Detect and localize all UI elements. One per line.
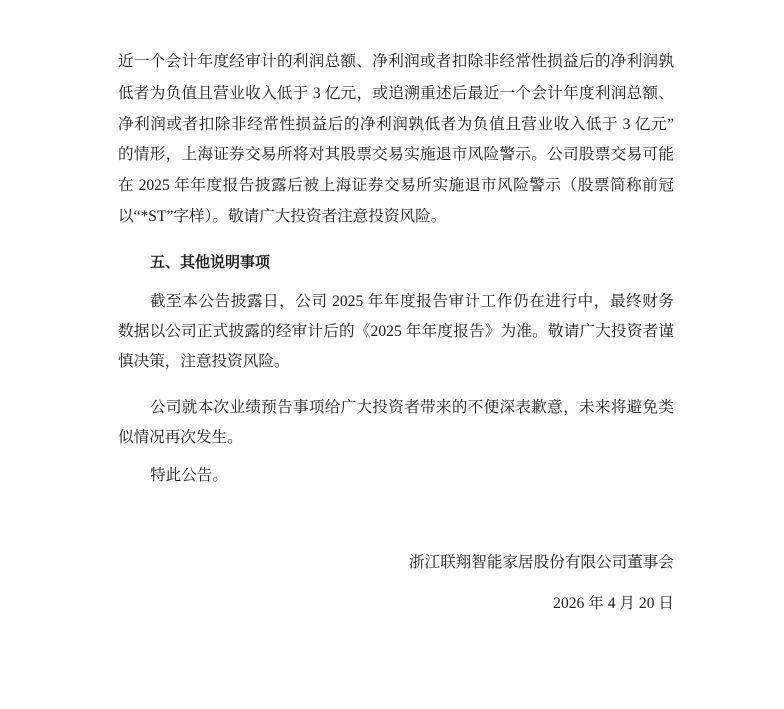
paragraph-line: 的情形，上海证券交易所将对其股票交易实施退市风险警示。公司股票交易可能 xyxy=(118,146,674,163)
paragraph-line: 截至本公告披露日，公司 2025 年年度报告审计工作仍在进行中，最终财务 xyxy=(150,293,674,310)
paragraph-line: 近一个会计年度经审计的利润总额、净利润或者扣除非经常性损益后的净利润孰 xyxy=(118,53,674,70)
paragraph-line: 以“*ST”字样）。敬请广大投资者注意投资风险。 xyxy=(118,208,447,225)
section-heading: 五、其他说明事项 xyxy=(150,253,271,271)
paragraph-line: 慎决策，注意投资风险。 xyxy=(118,353,290,370)
paragraph-line: 公司就本次业绩预告事项给广大投资者带来的不便深表歉意，未来将避免类 xyxy=(150,399,674,416)
paragraph-line: 数据以公司正式披露的经审计后的《2025 年年度报告》为准。敬请广大投资者谨 xyxy=(118,323,674,340)
date: 2026 年 4 月 20 日 xyxy=(553,595,674,612)
paragraph-line: 似情况再次发生。 xyxy=(118,429,243,446)
paragraph-line: 在 2025 年年度报告披露后被上海证券交易所实施退市风险警示（股票简称前冠 xyxy=(118,177,674,194)
closing-text: 特此公告。 xyxy=(150,467,228,484)
paragraph-line: 净利润或者扣除非经常性损益后的净利润孰低者为负值且营业收入低于 3 亿元” xyxy=(118,116,674,133)
signature: 浙江联翔智能家居股份有限公司董事会 xyxy=(408,554,674,571)
paragraph-line: 低者为负值且营业收入低于 3 亿元，或追溯重述后最近一个会计年度利润总额、 xyxy=(118,85,674,102)
